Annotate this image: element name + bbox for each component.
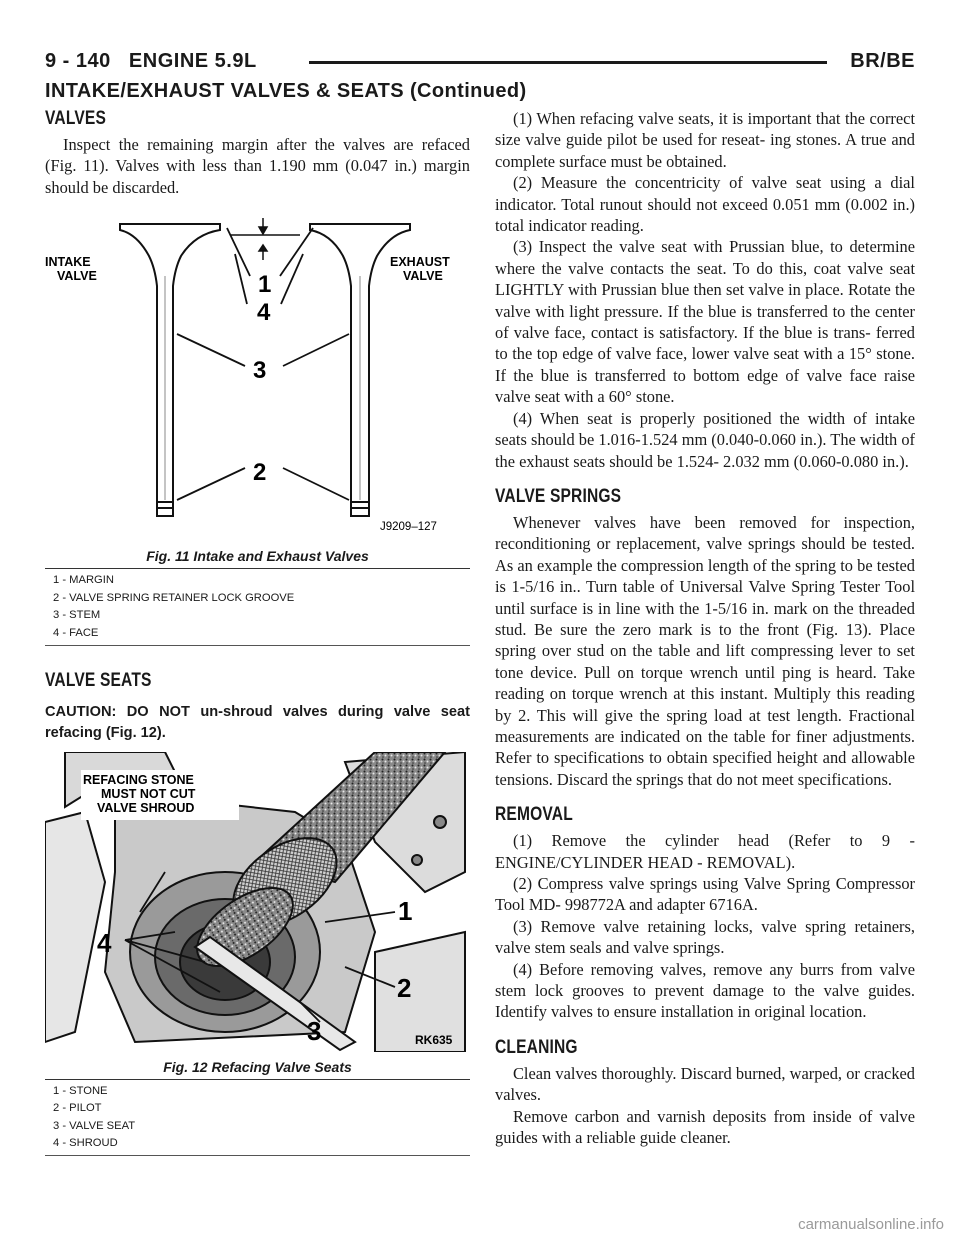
fig12-code: RK635: [415, 1032, 453, 1047]
intake-valve-drawing: [120, 224, 220, 516]
fig11-callout-2: 2: [253, 459, 267, 487]
valves-body: Inspect the remaining margin after the valves are refaced (Fig. 11). Valves with less than 1.190 mm (0.047 in.) margin should be discarded.: [45, 135, 470, 197]
header-rule: [309, 61, 827, 64]
valve-seats-heading: VALVE SEATS: [45, 669, 152, 691]
refacing-label-line1: REFACING STONE: [83, 772, 194, 787]
refacing-label-line3: VALVE SHROUD: [97, 800, 195, 815]
watermark: carmanualsonline.info: [798, 1216, 944, 1233]
fig11-illustration: [45, 216, 470, 541]
legend-item: 1 - MARGIN: [53, 574, 114, 587]
removal-heading: REMOVAL: [495, 804, 573, 826]
left-column: [45, 108, 470, 1156]
refacing-step-4: (4) When seat is properly positioned the width of intake seats should be 1.016-1.524 mm (0.040-0.060 in.). The width of the exhaust seats should be 1.524- 2.032 mm (0.060-0.080 in.).: [495, 408, 915, 471]
fig12-callout-3: 3: [307, 1015, 322, 1046]
fig12-callout-1: 1: [398, 895, 413, 926]
removal-step-2: (2) Compress valve springs using Valve Spring Compressor Tool MD- 998772A and adapter 6716A.: [495, 874, 915, 915]
fig12-callout-2: 2: [397, 972, 412, 1003]
refacing-label: [81, 770, 239, 820]
fig12-illustration: [45, 752, 470, 1052]
fig11-legend: [45, 569, 470, 642]
refacing-step-3: (3) Inspect the valve seat with Prussian blue, to determine where the valve contacts the seat. To do this, coat valve seat LIGHTLY with Prussian blue then set valve in place. Rotate the valve with light pressure. If the blue is transferred to the center of valve face, contact is satisfactory. If the blue is trans- ferred to the top edge of valve face, lower valve seat with a 15° stone. If the blue is transferred to bottom edge of valve face raise valve seat with a 60° stone.: [495, 237, 915, 407]
cleaning-heading: CLEANING: [495, 1036, 578, 1058]
fig12-legend: [45, 1080, 470, 1153]
fig11-callout-3: 3: [253, 357, 267, 385]
cleaning-step-2: Remove carbon and varnish deposits from inside of valve guides with a reliable guide cleaner.: [495, 1106, 915, 1148]
valve-springs-body: Whenever valves have been removed for inspection, reconditioning or replacement, valve springs should be tested. As an example the compression length of the spring to be tested is 1-5/16 in.. Turn table of Universal Valve Spring Tester Tool until surface is in line with the 1-5/16 in. mark on the threaded stud. Be sure the zero mark is to the front (Fig. 13). Place spring over stud on the table and lift compressing lever to set tone device. Pull on torque wrench until ping is heard. Take reading on torque wrench at this instant. Multiply this reading by 2. This will give the spring load at test length. Fractional measurements are indicated on the table for finer adjustments. Refer to specifications to obtain specified height and allowable tensions. Discard the springs that do not meet specifications.: [495, 512, 915, 789]
refacing-step-1: (1) When refacing valve seats, it is important that the correct size valve guide pilot be used for reseat- ing stones. A true and complete surface must be obtained.: [495, 109, 915, 171]
right-column: [495, 108, 915, 1148]
refacing-label-line2: MUST NOT CUT: [101, 786, 196, 801]
legend-item: 1 - STONE: [53, 1084, 108, 1097]
page-reference: 9 - 140 ENGINE 5.9L: [45, 50, 257, 72]
valves-heading: VALVES: [45, 108, 107, 129]
fig12-bottom-rule: [45, 1155, 470, 1156]
intake-label-line1: INTAKE: [45, 255, 91, 270]
intake-label-line2: VALVE: [57, 269, 97, 284]
removal-step-4: (4) Before removing valves, remove any burrs from valve stem lock grooves to prevent damage to the valve guides. Identify valves to ensure installation in original location.: [495, 959, 915, 1022]
section-title: INTAKE/EXHAUST VALVES & SEATS (Continued): [45, 80, 527, 102]
legend-item: 4 - SHROUD: [53, 1137, 118, 1150]
legend-item: 2 - PILOT: [53, 1102, 102, 1115]
figure-11: [45, 216, 470, 645]
legend-item: 3 - VALVE SEAT: [53, 1119, 136, 1132]
removal-step-3: (3) Remove valve retaining locks, valve spring retainers, valve stem seals and valve springs.: [495, 916, 915, 958]
cleaning-step-1: Clean valves thoroughly. Discard burned, warped, or cracked valves.: [495, 1063, 915, 1105]
fig11-caption: Fig. 11 Intake and Exhaust Valves: [146, 548, 369, 565]
exhaust-label-line1: EXHAUST: [390, 255, 450, 270]
refacing-step-2: (2) Measure the concentricity of valve seat using a dial indicator. Total runout should not exceed 0.051 mm (0.002 in.) total indicator reading.: [495, 173, 915, 236]
model-code: BR/BE: [850, 50, 915, 72]
removal-step-1: (1) Remove the cylinder head (Refer to 9 - ENGINE/CYLINDER HEAD - REMOVAL).: [495, 831, 915, 872]
fig12-caption: Fig. 12 Refacing Valve Seats: [163, 1058, 352, 1075]
fig11-bottom-rule: [45, 645, 470, 646]
fig11-callout-1: 1: [258, 271, 272, 299]
caution-note: CAUTION: DO NOT un-shroud valves during valve seat refacing (Fig. 12).: [45, 703, 470, 741]
exhaust-label-line2: VALVE: [403, 269, 443, 284]
page-header: [45, 48, 915, 78]
legend-item: 2 - VALVE SPRING RETAINER LOCK GROOVE: [53, 591, 295, 604]
fig11-code: J9209–127: [380, 521, 437, 534]
legend-item: 3 - STEM: [53, 609, 101, 622]
valve-springs-heading: VALVE SPRINGS: [495, 485, 622, 507]
legend-item: 4 - FACE: [53, 627, 99, 639]
fig11-callout-4: 4: [257, 299, 271, 327]
margin-dimension: [230, 218, 300, 260]
figure-12: [45, 752, 470, 1156]
fig12-callout-4: 4: [97, 927, 112, 958]
